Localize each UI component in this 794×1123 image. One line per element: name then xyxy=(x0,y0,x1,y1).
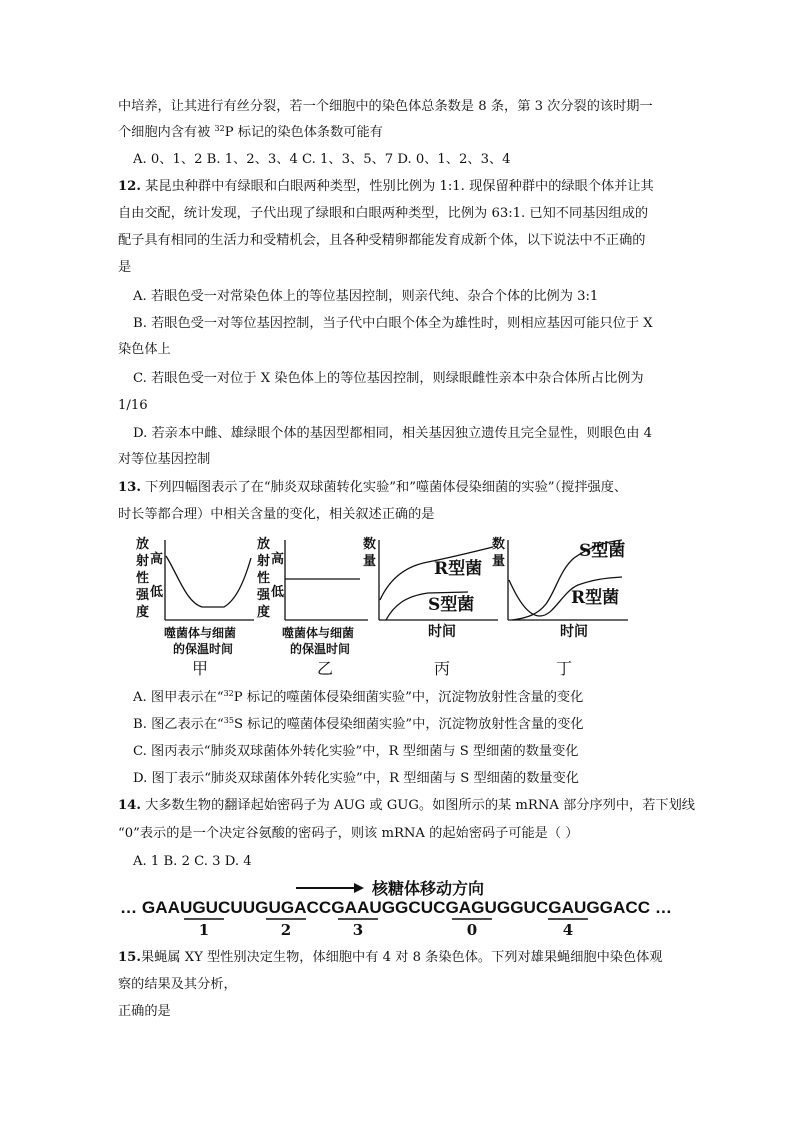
jia-high-label: 高 xyxy=(150,552,164,567)
bing-ylabel-2: 量 xyxy=(363,554,377,569)
q12-option-a: A. 若眼色受一对常染色体上的等位基因控制，则亲代纯、杂合个体的比例为 3:1 xyxy=(133,289,599,304)
graph-ding xyxy=(492,536,628,678)
jia-ylabel-4: 强 xyxy=(136,588,150,603)
q12-stem1: 某昆虫种群中有绿眼和白眼两种类型，性别比例为 1:1. 现保留种群中的绿眼个体并让其 xyxy=(140,179,654,194)
q15-stem-line3: 正确的是 xyxy=(118,1004,171,1019)
yi-xlabel-1: 噬菌体与细菌 xyxy=(282,626,355,640)
bing-xlabel: 时间 xyxy=(428,624,456,640)
q13-option-a-sup: 32 xyxy=(223,689,234,698)
q14-mrna-figure xyxy=(118,876,678,938)
q14-stem1: 大多数生物的翻译起始密码子为 AUG 或 GUG。如图所示的某 mRNA 部分序列中，若下划线 xyxy=(140,798,695,813)
q13-figure xyxy=(128,530,658,680)
codon-label-0: 0 xyxy=(466,921,478,938)
q15-stem1: 果蝇属 XY 型性别决定生物，体细胞中有 4 对 8 条染色体。下列对雄果蝇细胞中染色体观 xyxy=(140,950,663,965)
q12-stem-line1 xyxy=(118,178,654,196)
q11-options: A. 0、1、2 B. 1、2、3、4 C. 1、3、5、7 D. 0、1、2、3、4 xyxy=(133,152,511,167)
bing-ylabel-1: 数 xyxy=(363,537,377,552)
jia-ylabel-1: 放 xyxy=(136,537,150,552)
q12-option-b: B. 若眼色受一对等位基因控制，当子代中白眼个体全为雄性时，则相应基因可能只位于 X xyxy=(133,316,653,331)
q13-option-b-sup: 35 xyxy=(223,716,234,725)
ding-xlabel: 时间 xyxy=(560,624,588,640)
q15-number: 15. xyxy=(118,950,141,965)
direction-arrow-head-icon xyxy=(354,883,364,893)
q13-option-c: C. 图丙表示“肺炎双球菌体外转化实验”中，R 型细菌与 S 型细菌的数量变化 xyxy=(133,744,579,759)
q12-option-d-cont: 对等位基因控制 xyxy=(118,452,211,467)
bing-s-label: S型菌 xyxy=(428,595,475,615)
yi-xlabel-2: 的保温时间 xyxy=(290,642,351,656)
q13-stem-line2: 时长等都合理）中相关含量的变化，相关叙述正确的是 xyxy=(118,507,435,522)
jia-xlabel-1: 噬菌体与细菌 xyxy=(164,626,237,640)
q15-stem-line2: 察的结果及其分析， xyxy=(118,977,237,992)
yi-ylabel-4: 强 xyxy=(257,588,271,603)
q13-number: 13. xyxy=(118,480,141,495)
jia-curve xyxy=(166,556,251,607)
bing-r-label: R型菌 xyxy=(434,559,483,579)
jia-caption: 甲 xyxy=(192,659,209,678)
q12-stem-line2: 自由交配，统计发现，子代出现了绿眼和白眼两种类型，比例为 63:1. 已知不同基因组成的 xyxy=(118,206,649,221)
bing-caption: 丙 xyxy=(434,659,451,678)
direction-label: 核糖体移动方向 xyxy=(372,879,485,898)
yi-high-label: 高 xyxy=(271,552,285,567)
jia-ylabel-3: 性 xyxy=(136,571,150,586)
codon-label-1: 1 xyxy=(198,921,210,938)
jia-ylabel-5: 度 xyxy=(136,605,150,620)
q12-option-b-cont: 染色体上 xyxy=(118,342,171,357)
ding-ylabel-2: 量 xyxy=(492,554,506,569)
q12-stem-line3: 配子具有相同的生活力和受精机会，且各种受精卵都能发育成新个体，以下说法中不正确的 xyxy=(118,233,646,248)
ding-s-label: S型菌 xyxy=(579,541,626,561)
q13-stem-line1 xyxy=(118,479,627,497)
yi-ylabel-2: 射 xyxy=(257,554,271,569)
q14-stem-line2: “0”表示的是一个决定谷氨酸的密码子，则该 mRNA 的起始密码子可能是（ ） xyxy=(118,826,579,841)
ding-ylabel-1: 数 xyxy=(492,537,506,552)
q12-option-c-cont: 1/16 xyxy=(118,398,148,413)
ding-r-label: R型菌 xyxy=(571,588,620,608)
graph-yi xyxy=(256,536,368,678)
q12-option-c: C. 若眼色受一对位于 X 染色体上的等位基因控制，则绿眼雌性亲本中杂合体所占比例为 xyxy=(133,371,644,386)
graph-jia xyxy=(135,536,254,678)
q11-line1: 中培养，让其进行有丝分裂，若一个细胞中的染色体总条数是 8 条，第 3 次分裂的该时期一 xyxy=(118,99,653,114)
q11-line2-post: P 标记的染色体条数可能有 xyxy=(224,125,383,140)
jia-ylabel-2: 射 xyxy=(136,554,150,569)
q15-stem-line1 xyxy=(118,949,663,967)
q12-number: 12. xyxy=(118,179,141,194)
graph-bing xyxy=(363,536,498,678)
q13-option-a-pre: A. 图甲表示在“ xyxy=(133,690,224,705)
q14-options: A. 1 B. 2 C. 3 D. 4 xyxy=(133,854,252,869)
q13-option-a xyxy=(133,689,583,707)
codon-label-4: 4 xyxy=(562,921,574,938)
codon-label-2: 2 xyxy=(280,921,292,938)
ding-caption: 丁 xyxy=(556,659,573,678)
q12-option-d: D. 若亲本中雌、雄绿眼个体的基因型都相同，相关基因独立遗传且完全显性，则眼色由 4 xyxy=(133,426,653,441)
codon-label-3: 3 xyxy=(352,921,364,938)
jia-low-label: 低 xyxy=(150,585,164,600)
q13-option-b-pre: B. 图乙表示在“ xyxy=(133,717,224,732)
q14-stem-line1 xyxy=(118,797,695,815)
q13-option-b-post: S 标记的噬菌体侵染细菌实验”中，沉淀物放射性含量的变化 xyxy=(233,717,584,732)
yi-ylabel-1: 放 xyxy=(257,537,271,552)
mrna-sequence: … GAAUGUCUUGUGACCGAAUGGCUCGAGUGGUCGAUGGACC … xyxy=(120,899,672,917)
q13-option-a-post: P 标记的噬菌体侵染细菌实验”中，沉淀物放射性含量的变化 xyxy=(233,690,584,705)
jia-xlabel-2: 的保温时间 xyxy=(173,642,234,656)
q13-option-b xyxy=(133,716,584,734)
q11-line2-pre: 个细胞内含有被 xyxy=(118,125,215,140)
q13-option-d: D. 图丁表示“肺炎双球菌体外转化实验”中，R 型细菌与 S 型细菌的数量变化 xyxy=(133,771,579,786)
yi-ylabel-5: 度 xyxy=(257,605,271,620)
q11-line2 xyxy=(118,124,383,142)
yi-low-label: 低 xyxy=(271,585,285,600)
yi-ylabel-3: 性 xyxy=(257,571,271,586)
yi-caption: 乙 xyxy=(317,659,334,678)
q13-stem1: 下列四幅图表示了在“肺炎双球菌转化实验”和”噬菌体侵染细菌的实验”（搅拌强度、 xyxy=(140,480,628,495)
q14-number: 14. xyxy=(118,798,141,813)
q12-stem-line4: 是 xyxy=(118,260,132,275)
q11-sup: 32 xyxy=(214,124,225,133)
